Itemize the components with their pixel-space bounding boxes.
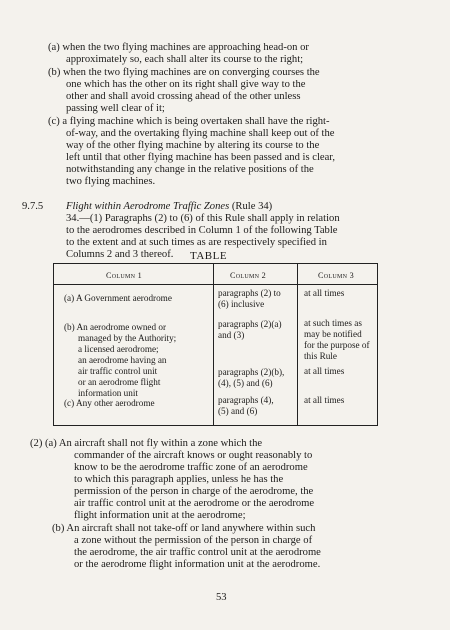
text-line: left until that other flying machine has been passed and is clear, bbox=[66, 152, 336, 163]
cell-line: a licensed aerodrome; bbox=[78, 344, 159, 354]
aerodrome-table bbox=[53, 263, 378, 426]
cell-line: paragraphs (2)(a) bbox=[218, 319, 282, 329]
table-caption: TABLE bbox=[190, 250, 228, 262]
cell-line: or an aerodrome flight bbox=[78, 377, 161, 387]
table-cell: (a) A Government aerodrome bbox=[64, 293, 172, 303]
text-line: to which this paragraph applies, unless he has the bbox=[74, 474, 284, 485]
text-line: (b) An aircraft shall not take-off or land anywhere within such bbox=[52, 523, 316, 534]
section-rule-ref: (Rule 34) bbox=[231, 201, 273, 212]
text-line: know to be the aerodrome traffic zone of an aerodrome bbox=[74, 462, 308, 473]
header-divider bbox=[54, 284, 377, 285]
text-line: the aerodrome, the air traffic control unit at the aerodrome bbox=[74, 547, 321, 558]
cell-line: (4), (5) and (6) bbox=[218, 378, 273, 388]
text-line: approximately so, each shall alter its course to the right; bbox=[66, 54, 304, 65]
column-header-1: Column 1 bbox=[106, 271, 143, 280]
column-divider bbox=[297, 264, 298, 425]
text-line: Columns 2 and 3 thereof. bbox=[66, 249, 174, 260]
cell-line: for the purpose of bbox=[304, 340, 370, 350]
cell-line: paragraphs (2)(b), bbox=[218, 367, 285, 377]
table-cell: at all times bbox=[304, 366, 345, 376]
cell-line: at such times as bbox=[304, 318, 362, 328]
section-number: 9.7.5 bbox=[22, 201, 44, 212]
cell-line: (b) An aerodrome owned or bbox=[64, 322, 167, 332]
text-line: permission of the person in charge of the aerodrome, the bbox=[74, 486, 314, 497]
table-cell: (c) Any other aerodrome bbox=[64, 398, 155, 408]
column-divider bbox=[213, 264, 214, 425]
table-cell: at all times bbox=[304, 395, 345, 405]
column-header-3: Column 3 bbox=[318, 271, 355, 280]
table-cell: at all times bbox=[304, 288, 345, 298]
cell-line: this Rule bbox=[304, 351, 337, 361]
cell-line: paragraphs (2) to bbox=[218, 288, 281, 298]
cell-line: may be notified bbox=[304, 329, 362, 339]
text-line: (a) when the two flying machines are approaching head-on or bbox=[48, 42, 309, 53]
text-line: two flying machines. bbox=[66, 176, 156, 187]
text-line: flight information unit at the aerodrome; bbox=[74, 510, 246, 521]
text-line: (2) (a) An aircraft shall not fly within a zone which the bbox=[30, 438, 263, 449]
text-line: or the aerodrome flight information unit at the aerodrome. bbox=[74, 559, 321, 570]
text-line: 34.—(1) Paragraphs (2) to (6) of this Rule shall apply in relation bbox=[66, 213, 340, 224]
text-line: way of the other flying machine by altering its course to the bbox=[66, 140, 320, 151]
text-line: air traffic control unit at the aerodrome or the aerodrome bbox=[74, 498, 315, 509]
text-line: one which has the other on its right shall give way to the bbox=[66, 79, 306, 90]
text-line: (b) when the two flying machines are on converging courses the bbox=[48, 67, 320, 78]
text-line: notwithstanding any change in the relative positions of the bbox=[66, 164, 314, 175]
text-line: (c) a flying machine which is being overtaken shall have the right- bbox=[48, 116, 330, 127]
section-heading bbox=[66, 201, 272, 213]
cell-line: managed by the Authority; bbox=[78, 333, 177, 343]
text-line: a zone without the permission of the person in charge of bbox=[74, 535, 313, 546]
page-number: 53 bbox=[216, 592, 227, 603]
cell-line: information unit bbox=[78, 388, 138, 398]
column-header-2: Column 2 bbox=[230, 271, 267, 280]
text-line: to the extent and at such times as are respectively specified in bbox=[66, 237, 327, 248]
cell-line: air traffic control unit bbox=[78, 366, 158, 376]
cell-line: an aerodrome having an bbox=[78, 355, 167, 365]
text-line: passing well clear of it; bbox=[66, 103, 165, 114]
cell-line: paragraphs (4), bbox=[218, 395, 274, 405]
cell-line: (6) inclusive bbox=[218, 299, 265, 309]
cell-line: and (3) bbox=[218, 330, 245, 340]
text-line: of-way, and the overtaking flying machine shall keep out of the bbox=[66, 128, 335, 139]
text-line: other and shall avoid crossing ahead of the other unless bbox=[66, 91, 301, 102]
text-line: commander of the aircraft knows or ought reasonably to bbox=[74, 450, 313, 461]
section-heading-title: Flight within Aerodrome Traffic Zones bbox=[66, 201, 230, 212]
text-line: to the aerodromes described in Column 1 of the following Table bbox=[66, 225, 338, 236]
cell-line: (5) and (6) bbox=[218, 406, 258, 416]
